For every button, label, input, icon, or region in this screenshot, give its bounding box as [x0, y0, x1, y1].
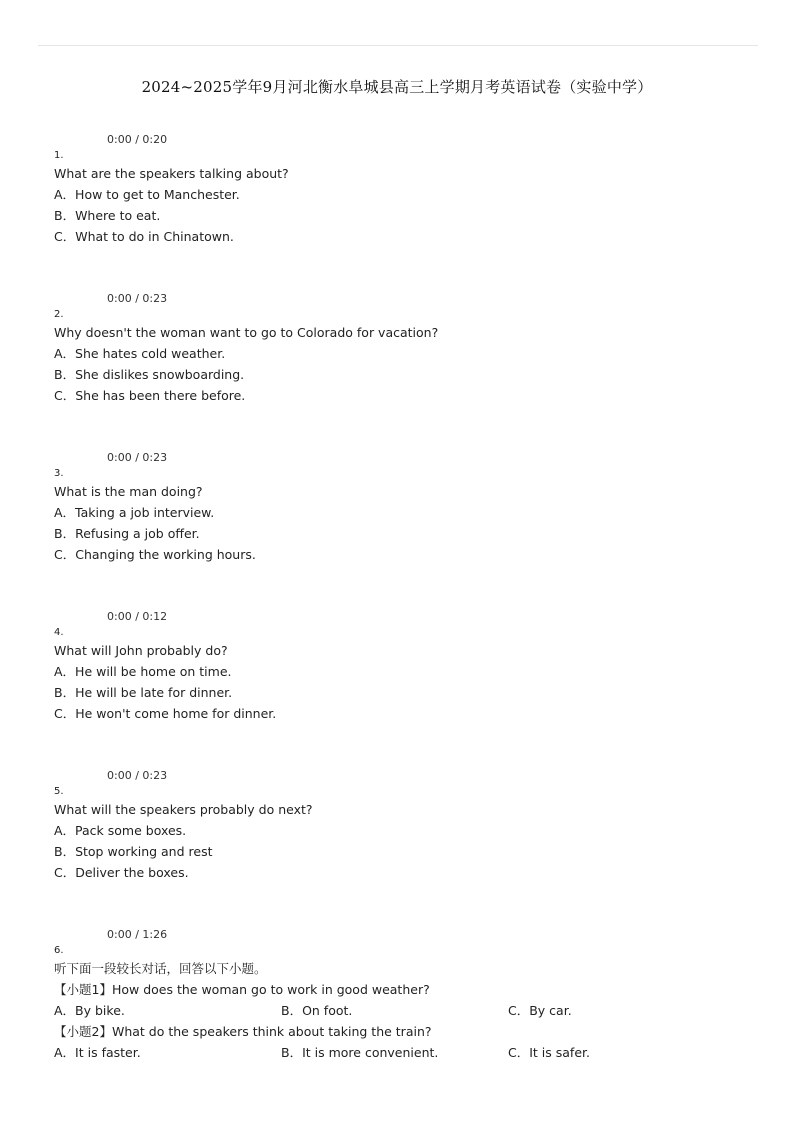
option-a: A．He will be home on time. [54, 664, 232, 679]
option-b: B．It is more convenient. [281, 1045, 439, 1060]
audio-player[interactable]: 0:00 / 1:26 [107, 928, 168, 941]
option-c: C．What to do in Chinatown. [54, 229, 234, 244]
question-text: What will John probably do? [54, 643, 228, 658]
option-c: C．Changing the working hours. [54, 547, 256, 562]
subquestion-1-options [54, 1000, 754, 1021]
question-number: 1. [54, 150, 64, 161]
question-number: 6. [54, 945, 64, 956]
audio-player[interactable]: 0:00 / 0:12 [107, 610, 168, 623]
option-a: A．By bike. [54, 1003, 125, 1018]
question-text: What are the speakers talking about? [54, 166, 289, 181]
option-a: A．She hates cold weather. [54, 346, 226, 361]
question-text: Why doesn't the woman want to go to Colorado for vacation? [54, 325, 439, 340]
question-4 [54, 610, 754, 724]
option-b: B．She dislikes snowboarding. [54, 367, 245, 382]
header-divider [38, 45, 758, 46]
audio-player[interactable]: 0:00 / 0:23 [107, 451, 168, 464]
question-text: What will the speakers probably do next? [54, 802, 313, 817]
subquestion-2-text: 【小题2】What do the speakers think about taking the train? [54, 1024, 432, 1039]
question-number: 2. [54, 309, 64, 320]
option-c: C．She has been there before. [54, 388, 246, 403]
question-1 [54, 133, 754, 247]
question-number: 4. [54, 627, 64, 638]
option-a: A．It is faster. [54, 1045, 141, 1060]
option-c: C．By car. [508, 1003, 572, 1018]
question-6 [54, 928, 754, 1063]
option-b: B．On foot. [281, 1003, 353, 1018]
question-5 [54, 769, 754, 883]
option-c: C．Deliver the boxes. [54, 865, 189, 880]
option-b: B．He will be late for dinner. [54, 685, 233, 700]
audio-player[interactable]: 0:00 / 0:23 [107, 769, 168, 782]
question-text: What is the man doing? [54, 484, 203, 499]
option-b: B．Where to eat. [54, 208, 161, 223]
audio-player[interactable]: 0:00 / 0:23 [107, 292, 168, 305]
option-b: B．Refusing a job offer. [54, 526, 200, 541]
audio-player[interactable]: 0:00 / 0:20 [107, 133, 168, 146]
subquestion-1-text: 【小题1】How does the woman go to work in good weather? [54, 982, 430, 997]
option-a: A．Pack some boxes. [54, 823, 187, 838]
passage-intro: 听下面一段较长对话，回答以下小题。 [54, 961, 267, 976]
subquestion-2-options [54, 1042, 754, 1063]
question-number: 3. [54, 468, 64, 479]
option-c: C．It is safer. [508, 1045, 590, 1060]
option-a: A．Taking a job interview. [54, 505, 215, 520]
page-title: 2024~2025学年9月河北衡水阜城县高三上学期月考英语试卷（实验中学） [141, 78, 653, 96]
option-c: C．He won't come home for dinner. [54, 706, 277, 721]
question-number: 5. [54, 786, 64, 797]
question-2 [54, 292, 754, 406]
question-3 [54, 451, 754, 565]
option-b: B．Stop working and rest [54, 844, 213, 859]
option-a: A．How to get to Manchester. [54, 187, 240, 202]
